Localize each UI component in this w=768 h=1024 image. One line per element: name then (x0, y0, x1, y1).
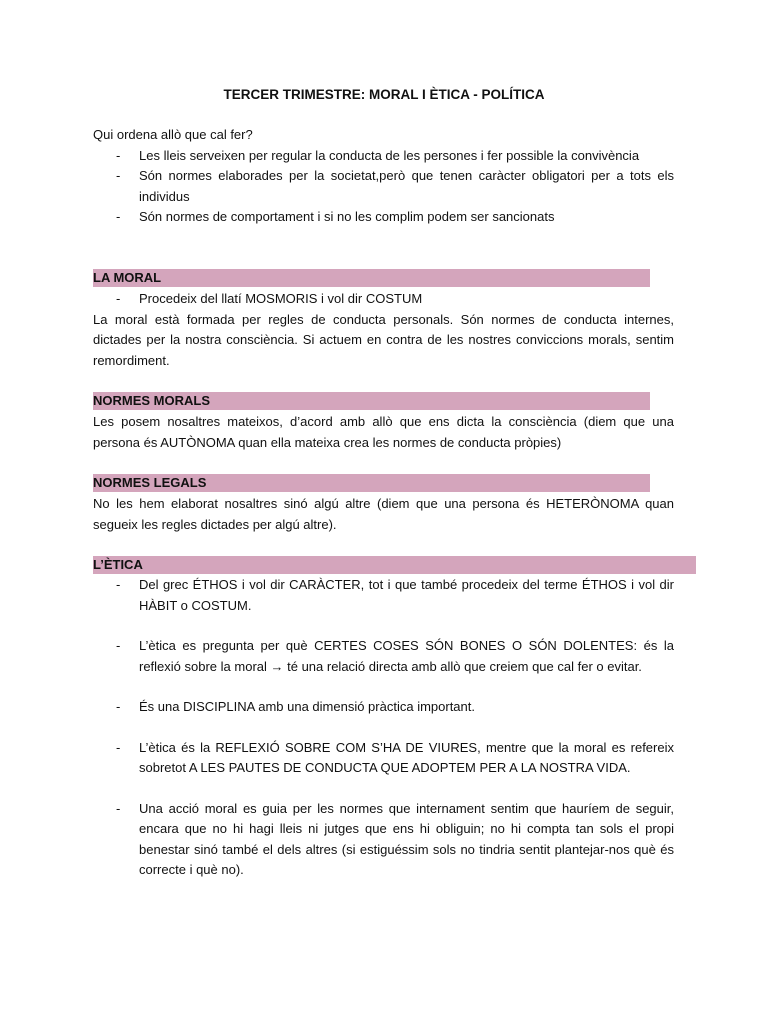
etica-bullet-text: És una DISCIPLINA amb una dimensió pràctica important. (139, 699, 475, 714)
moral-bullet-text: Procedeix del llatí MOSMORIS i vol dir COSTUM (139, 291, 423, 306)
moral-paragraph: La moral està formada per regles de conducta personals. Són normes de conducta internes, dictades per la nostra consciència. Si actuem en contra de les nostres conviccions morals, sentim remordiment. (93, 311, 674, 368)
bullet-dash: - (116, 800, 121, 816)
etica-bullet-text: L’ètica és la REFLEXIÓ SOBRE COM S’HA DE VIURES, mentre que la moral es refereix sobretot A LES PAUTES DE CONDUCTA QUE ADOPTEM PER A LA NOSTRA VIDA. (139, 739, 674, 775)
etica-section (93, 575, 674, 881)
bullet-dash: - (116, 168, 121, 183)
normes-legals-section (93, 494, 674, 535)
normes-morals-paragraph: Les posem nosaltres mateixos, d’acord amb allò que ens dicta la consciència (diem que una persona és AUTÒNOMA quan ella mateixa crea les normes de conducta pròpies) (93, 414, 674, 450)
moral-bullet (93, 289, 674, 310)
section-heading-etica: L’ÈTICA (93, 556, 696, 574)
bullet-dash: - (116, 291, 121, 306)
section-heading-normes-morals: NORMES MORALS (93, 392, 650, 410)
intro-bullet (93, 207, 674, 228)
intro-bullet-text: Les lleis serveixen per regular la conducta de les persones i fer possible la convivència (139, 147, 640, 163)
page-title: TERCER TRIMESTRE: MORAL I ÈTICA - POLÍTICA (223, 87, 545, 102)
section-heading-moral: LA MORAL (93, 269, 650, 287)
bullet-dash: - (116, 739, 121, 755)
bullet-dash: - (116, 147, 121, 163)
intro-bullet-text: Són normes de comportament i si no les complim podem ser sancionats (139, 209, 555, 224)
normes-morals-section (93, 412, 674, 453)
etica-bullet (93, 697, 674, 718)
bullet-dash: - (116, 638, 121, 653)
etica-bullet (93, 575, 674, 616)
intro-bullet-text: Són normes elaborades per la societat,però que tenen caràcter obligatori per a tots els individus (139, 168, 674, 204)
bullet-dash: - (116, 577, 121, 592)
bullet-dash: - (116, 699, 121, 714)
bullet-dash: - (116, 209, 121, 224)
intro-section (93, 125, 674, 228)
etica-bullet-text: Del grec ÉTHOS i vol dir CARÀCTER, tot i que també procedeix del terme ÉTHOS i vol dir HÀBIT o COSTUM. (139, 577, 674, 613)
section-heading-normes-legals: NORMES LEGALS (93, 474, 650, 492)
intro-question: Qui ordena allò que cal fer? (93, 127, 253, 142)
etica-bullet-text: L’ètica es pregunta per què CERTES COSES SÓN BONES O SÓN DOLENTES: és la reflexió sobre la moral → té una relació directa amb allò que creiem que cal fer o evitar. (139, 638, 674, 674)
etica-bullet (93, 636, 674, 677)
etica-bullet-text: Una acció moral es guia per les normes que internament sentim que hauríem de seguir, encara que no hi hagi lleis ni jutges que ens hi obliguin; no hi compta tan sols el propi benestar sinó també el dels altres (si estiguéssim sols no tindria sentit plantejar-nos què és correcte i què no). (139, 800, 674, 877)
etica-bullet (93, 799, 674, 881)
intro-bullet (93, 166, 674, 207)
intro-bullet (93, 146, 674, 167)
normes-legals-paragraph: No les hem elaborat nosaltres sinó algú altre (diem que una persona és HETERÒNOMA quan segueix les regles dictades per algú altre). (93, 496, 674, 532)
etica-bullet (93, 738, 674, 779)
moral-section (93, 289, 674, 371)
